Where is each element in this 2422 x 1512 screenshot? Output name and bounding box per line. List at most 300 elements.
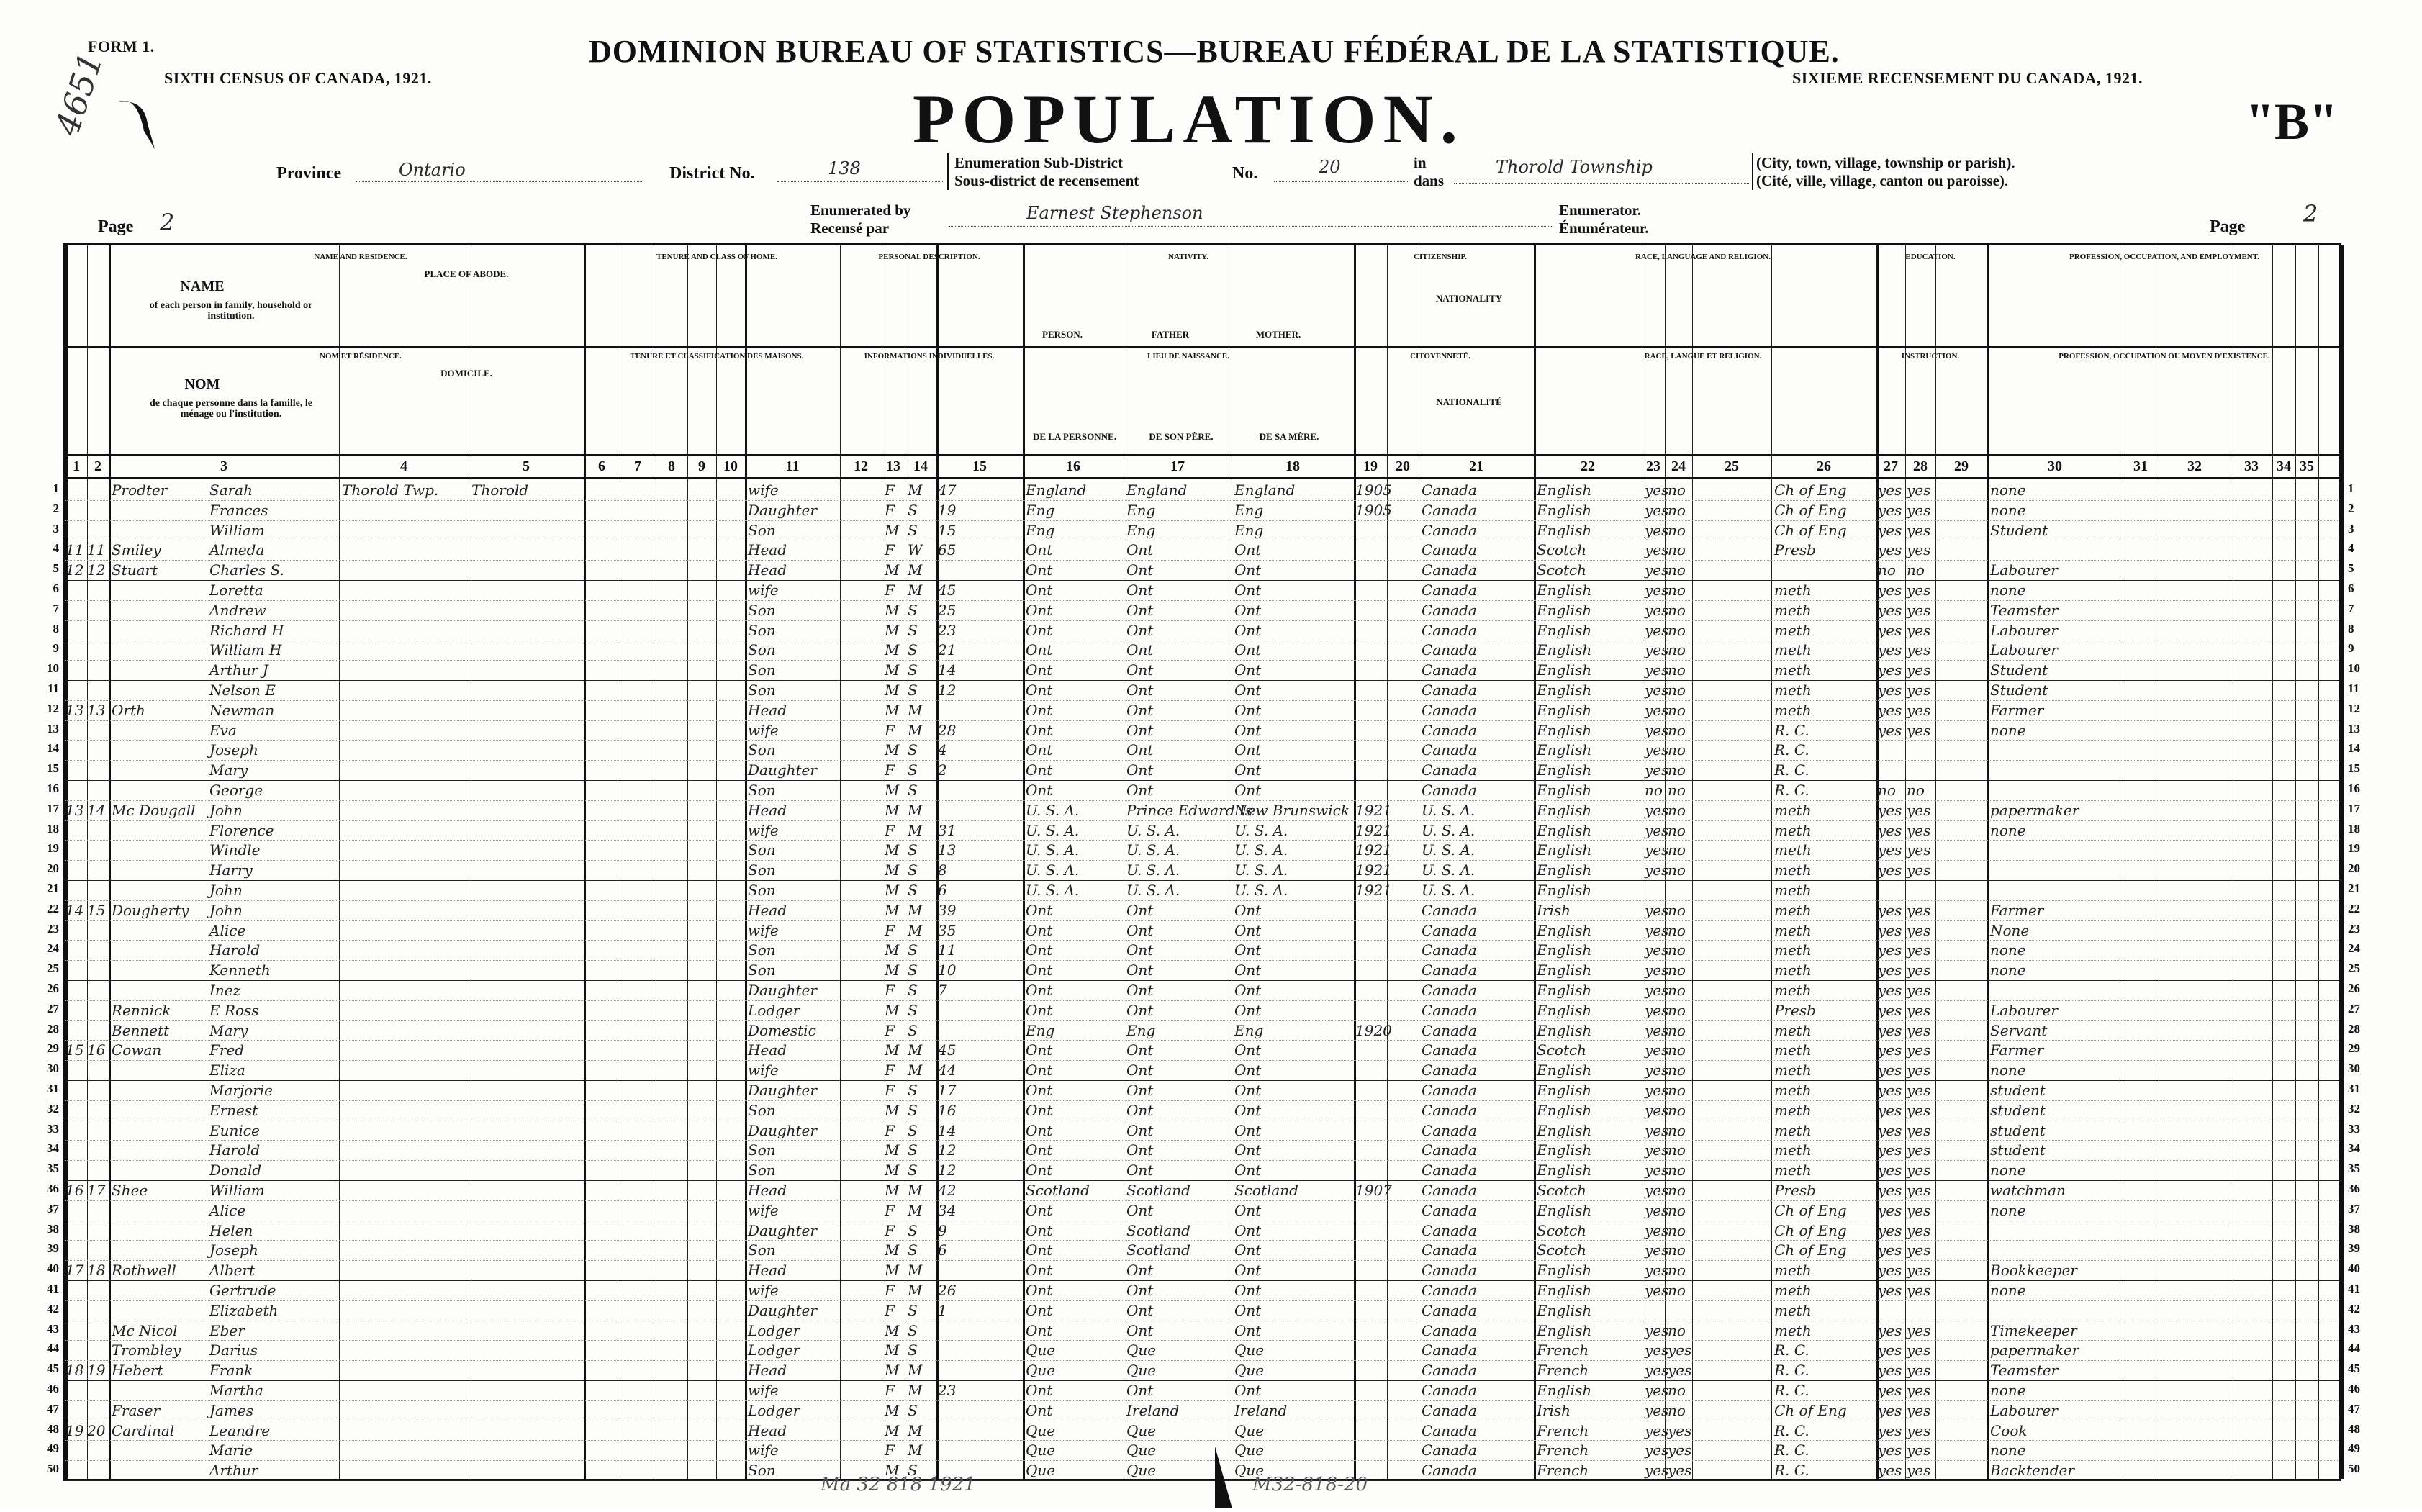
cell-c23: yes: [1668, 1341, 1692, 1359]
row-number: 37: [47, 1201, 59, 1216]
cell-c26: yes: [1878, 1241, 1902, 1259]
cell-c21: English: [1537, 801, 1592, 819]
cell-c20: Canada: [1422, 1362, 1477, 1380]
cell-c29: none: [1990, 1061, 2026, 1079]
cell-c15: Ont: [1026, 1262, 1053, 1280]
cell-sex: F: [885, 1061, 895, 1079]
cell-c20: Canada: [1422, 941, 1477, 959]
column-rule: [2341, 245, 2344, 1479]
cell-c26: yes: [1878, 1382, 1902, 1399]
cell-c16: Ont: [1126, 761, 1154, 779]
cell-ms: S: [908, 501, 918, 519]
cell-c15: U. S. A.: [1026, 801, 1080, 819]
cell-c18: 1921: [1355, 801, 1392, 819]
cell-sur: Trombley: [112, 1341, 181, 1359]
cell-c16: Ont: [1126, 541, 1154, 559]
group-education-fr: INSTRUCTION.: [1901, 352, 1960, 361]
cell-sex: M: [885, 801, 900, 819]
cell-c20: Canada: [1422, 1441, 1477, 1459]
row-number: 7: [2348, 601, 2354, 615]
form-number: FORM 1.: [88, 37, 155, 55]
cell-c15: Eng: [1026, 521, 1055, 539]
cell-giv: James: [209, 1401, 254, 1419]
cell-c18: 1921: [1355, 861, 1392, 879]
cell-c15: Que: [1026, 1362, 1056, 1380]
cell-c27: yes: [1907, 1101, 1931, 1119]
cell-c16: Scotland: [1126, 1221, 1190, 1239]
cell-c16: England: [1126, 481, 1188, 499]
cell-giv: Joseph: [209, 741, 258, 759]
cell-c16: Ont: [1126, 661, 1154, 679]
cell-c22: yes: [1645, 641, 1669, 659]
cell-c17: Ont: [1234, 982, 1262, 999]
cell-c25: Presb: [1774, 1001, 1816, 1019]
cell-c15: Ont: [1026, 1241, 1053, 1259]
cell-c15: U. S. A.: [1026, 821, 1080, 839]
cell-c23: no: [1668, 621, 1686, 639]
row-number: 19: [47, 841, 59, 856]
row-rule: [65, 1460, 2339, 1461]
cell-c21: English: [1537, 1282, 1592, 1299]
column-number: 21: [1469, 458, 1483, 474]
cell-c18: 1921: [1355, 882, 1392, 899]
enumerator-en: Enumerator.: [1559, 202, 1642, 219]
cell-c25: Ch of Eng: [1774, 481, 1847, 499]
cell-c26: yes: [1878, 1282, 1902, 1299]
cell-c25: meth: [1774, 1301, 1812, 1319]
cell-c29: watchman: [1990, 1182, 2066, 1199]
cell-c26: yes: [1878, 481, 1902, 499]
cell-c25: R. C.: [1774, 761, 1809, 779]
cell-c17: Que: [1234, 1441, 1265, 1459]
cell-giv: Almeda: [209, 541, 265, 559]
cell-c25: Ch of Eng: [1774, 1221, 1847, 1239]
cell-c15: Ont: [1026, 1201, 1053, 1219]
cell-c25: meth: [1774, 1082, 1812, 1099]
cell-c26: yes: [1878, 521, 1902, 539]
bracket: [947, 153, 952, 190]
cell-c4: Thorold Twp.: [342, 481, 439, 499]
cell-c21: English: [1537, 1001, 1592, 1019]
cell-c16: U. S. A.: [1126, 882, 1180, 899]
subdistrict-label-fr: Sous-district de recensement: [954, 172, 1139, 189]
cell-c16: Ont: [1126, 1001, 1154, 1019]
subdistrict-label-en: Enumeration Sub-District: [954, 154, 1123, 171]
cell-giv: George: [209, 782, 263, 799]
cell-c16: Eng: [1126, 1021, 1156, 1039]
cell-c26: yes: [1878, 1262, 1902, 1280]
cell-c20: Canada: [1422, 621, 1477, 639]
cell-c23: no: [1668, 1101, 1686, 1119]
column-rule: [1534, 245, 1536, 1479]
cell-c25: meth: [1774, 982, 1812, 999]
cell-c23: no: [1668, 941, 1686, 959]
cell-c17: Ont: [1234, 1141, 1262, 1159]
row-rule: [65, 520, 2339, 521]
cell-giv: Leandre: [209, 1421, 271, 1439]
cell-c20: Canada: [1422, 721, 1477, 739]
cell-c25: meth: [1774, 1321, 1812, 1339]
cell-sex: M: [885, 841, 900, 859]
row-rule: [65, 500, 2339, 501]
column-number: 19: [1363, 458, 1378, 474]
cell-giv: Eber: [209, 1321, 245, 1339]
cell-c20: Canada: [1422, 961, 1477, 979]
cell-sex: M: [885, 1341, 900, 1359]
cell-dw: 14: [65, 901, 84, 919]
cell-c26: yes: [1878, 621, 1902, 639]
row-number: 12: [2348, 701, 2360, 715]
row-rule: [65, 920, 2339, 921]
cell-sex: F: [885, 1121, 895, 1139]
cell-c27: yes: [1907, 721, 1931, 739]
cell-giv: Windle: [209, 841, 261, 859]
cell-age: 7: [938, 982, 947, 999]
cell-c25: meth: [1774, 1121, 1812, 1139]
row-rule: [65, 700, 2339, 701]
cell-c26: yes: [1878, 1001, 1902, 1019]
cell-age: 14: [938, 1121, 957, 1139]
column-number: 27: [1884, 458, 1898, 474]
cell-c16: Ont: [1126, 561, 1154, 579]
cell-c20: U. S. A.: [1422, 841, 1476, 859]
cell-ms: S: [908, 521, 918, 539]
cell-c23: no: [1668, 1321, 1686, 1339]
cell-c15: England: [1026, 481, 1087, 499]
cell-rel: Head: [748, 1182, 787, 1199]
cell-c17: Ont: [1234, 661, 1262, 679]
cell-sex: F: [885, 1382, 895, 1399]
cell-ms: M: [908, 581, 923, 599]
cell-c22: yes: [1645, 682, 1669, 699]
cell-ms: S: [908, 1101, 918, 1119]
cell-c23: no: [1668, 1121, 1686, 1139]
cell-c23: no: [1668, 861, 1686, 879]
cell-c25: Presb: [1774, 1182, 1816, 1199]
cell-c29: Backtender: [1990, 1462, 2074, 1480]
cell-ms: M: [908, 1061, 923, 1079]
cell-c25: meth: [1774, 661, 1812, 679]
cell-c17: U. S. A.: [1234, 882, 1288, 899]
cell-age: 23: [938, 621, 957, 639]
cell-c23: no: [1668, 701, 1686, 719]
cell-c25: Presb: [1774, 541, 1816, 559]
column-number: 28: [1913, 458, 1928, 474]
cell-sex: F: [885, 921, 895, 939]
cell-fam: 18: [87, 1262, 106, 1280]
row-number: 28: [2348, 1021, 2360, 1036]
cell-sur: Cardinal: [112, 1421, 175, 1439]
cell-age: 12: [938, 1162, 957, 1180]
cell-c26: yes: [1878, 841, 1902, 859]
cell-sex: F: [885, 1441, 895, 1459]
cell-giv: Harold: [209, 1141, 261, 1159]
cell-ms: W: [908, 541, 923, 559]
cell-c17: Ont: [1234, 561, 1262, 579]
cell-c23: yes: [1668, 1441, 1692, 1459]
cell-giv: Arthur: [209, 1462, 258, 1480]
cell-c22: yes: [1645, 1201, 1669, 1219]
cell-c16: Eng: [1126, 521, 1156, 539]
cell-c20: Canada: [1422, 581, 1477, 599]
cell-c22: yes: [1645, 921, 1669, 939]
cell-c29: none: [1990, 581, 2026, 599]
row-rule: [65, 940, 2339, 941]
nationality-header: NATIONALITY: [1435, 293, 1503, 304]
nom-header-desc: de chaque personne dans la famille, le ménage ou l'institution.: [150, 398, 312, 420]
row-rule: [65, 477, 2339, 479]
row-number: 5: [2348, 561, 2354, 576]
cell-giv: Richard H: [209, 621, 284, 639]
cell-ms: M: [908, 821, 923, 839]
column-number: 13: [886, 458, 900, 474]
cell-c21: Scotch: [1537, 541, 1587, 559]
cell-c22: yes: [1645, 481, 1669, 499]
cell-c26: yes: [1878, 1121, 1902, 1139]
district-label: District No.: [669, 164, 755, 183]
cell-c26: yes: [1878, 801, 1902, 819]
cell-rel: Head: [748, 801, 787, 819]
row-number: 1: [2348, 481, 2354, 495]
column-number: 26: [1817, 458, 1831, 474]
column-rule: [65, 245, 68, 1479]
cell-giv: Inez: [209, 982, 241, 999]
group-profession: PROFESSION, OCCUPATION, AND EMPLOYMENT.: [2069, 253, 2259, 261]
cell-rel: Son: [748, 882, 776, 899]
cell-c15: Ont: [1026, 1282, 1053, 1299]
cell-c16: Ont: [1126, 782, 1154, 799]
nom-header: NOM: [184, 376, 220, 392]
cell-c25: meth: [1774, 1141, 1812, 1159]
cell-c15: Ont: [1026, 901, 1053, 919]
cell-sex: M: [885, 661, 900, 679]
cell-c20: U. S. A.: [1422, 821, 1476, 839]
cell-age: 31: [938, 821, 957, 839]
cell-c27: yes: [1907, 641, 1931, 659]
cell-c25: meth: [1774, 961, 1812, 979]
row-number: 34: [2348, 1141, 2360, 1156]
domicile-header: DOMICILE.: [440, 368, 492, 379]
cell-ms: S: [908, 982, 918, 999]
row-rule: [65, 454, 2339, 456]
cell-sex: M: [885, 641, 900, 659]
cell-c25: meth: [1774, 701, 1812, 719]
column-rule: [87, 245, 88, 1479]
cell-c15: Ont: [1026, 1041, 1053, 1059]
cell-dw: 15: [65, 1041, 84, 1059]
cell-c23: no: [1668, 1182, 1686, 1199]
cell-c21: English: [1537, 1382, 1592, 1399]
cell-ms: M: [908, 1421, 923, 1439]
cell-c21: English: [1537, 501, 1592, 519]
cell-c22: yes: [1645, 601, 1669, 619]
group-tenure-fr: TENURE ET CLASSIFICATION DES MAISONS.: [630, 352, 804, 361]
cell-c26: yes: [1878, 1462, 1902, 1480]
cell-sex: M: [885, 1241, 900, 1259]
cell-giv: Marjorie: [209, 1082, 273, 1099]
cell-c21: English: [1537, 1061, 1592, 1079]
cell-c17: Ont: [1234, 1201, 1262, 1219]
cell-c23: no: [1668, 961, 1686, 979]
cell-sex: F: [885, 821, 895, 839]
row-number: 4: [2348, 541, 2354, 556]
cell-rel: Daughter: [748, 761, 817, 779]
cell-c29: Labourer: [1990, 561, 2058, 579]
row-rule: [65, 960, 2339, 961]
cell-c17: Ont: [1234, 941, 1262, 959]
cell-c26: yes: [1878, 1421, 1902, 1439]
cell-giv: William: [209, 521, 265, 539]
cell-c23: no: [1668, 641, 1686, 659]
cell-sex: M: [885, 1401, 900, 1419]
cell-c16: Ont: [1126, 1082, 1154, 1099]
de-la-personne-header: DE LA PERSONNE.: [1033, 431, 1116, 442]
cell-c15: Ont: [1026, 641, 1053, 659]
cell-c27: yes: [1907, 982, 1931, 999]
cell-c29: Student: [1990, 661, 2048, 679]
row-number: 11: [2348, 682, 2360, 695]
row-number: 17: [2348, 801, 2360, 815]
cell-c29: papermaker: [1990, 1341, 2079, 1359]
cell-c15: Ont: [1026, 561, 1053, 579]
subdistrict-no-value: 20: [1319, 157, 1341, 177]
group-citizenship-fr: CITOYENNETÉ.: [1410, 352, 1470, 361]
column-number: 6: [598, 458, 605, 474]
cell-c20: Canada: [1422, 782, 1477, 799]
cell-giv: Florence: [209, 821, 274, 839]
cell-c21: English: [1537, 1201, 1592, 1219]
row-number: 3: [2348, 521, 2354, 535]
cell-c29: none: [1990, 961, 2026, 979]
row-rule: [65, 1440, 2339, 1441]
cell-c23: no: [1668, 541, 1686, 559]
cell-giv: Darius: [209, 1341, 258, 1359]
name-header-desc: of each person in family, household or institution.: [149, 300, 313, 322]
cell-c15: Ont: [1026, 741, 1053, 759]
cell-c15: Eng: [1026, 501, 1055, 519]
cell-c16: Ont: [1126, 921, 1154, 939]
cell-c16: Ireland: [1126, 1401, 1180, 1419]
row-number: 49: [2348, 1441, 2360, 1456]
row-number: 43: [47, 1321, 59, 1336]
cell-age: 14: [938, 661, 957, 679]
cell-c23: no: [1668, 561, 1686, 579]
page-label-right: Page: [2210, 217, 2246, 236]
cell-c16: Ont: [1126, 961, 1154, 979]
row-number: 32: [2348, 1101, 2360, 1115]
cell-c17: England: [1234, 481, 1296, 499]
census-title-en: SIXTH CENSUS OF CANADA, 1921.: [164, 69, 432, 87]
cell-c20: Canada: [1422, 481, 1477, 499]
cell-c16: Ont: [1126, 1121, 1154, 1139]
cell-c27: yes: [1907, 501, 1931, 519]
cell-sex: F: [885, 1201, 895, 1219]
cell-rel: Son: [748, 601, 776, 619]
row-number: 26: [47, 982, 59, 995]
cell-giv: Donald: [209, 1162, 262, 1180]
row-rule: [65, 346, 2339, 348]
cell-c27: yes: [1907, 961, 1931, 979]
district-line: [777, 161, 944, 182]
group-personal-fr: INFORMATIONS INDIVIDUELLES.: [864, 352, 995, 361]
cell-c26: yes: [1878, 1341, 1902, 1359]
cell-c23: no: [1668, 782, 1686, 799]
row-rule: [65, 1160, 2339, 1161]
cell-rel: Son: [748, 661, 776, 679]
cell-c27: yes: [1907, 861, 1931, 879]
cell-c20: Canada: [1422, 1121, 1477, 1139]
cell-sex: F: [885, 1021, 895, 1039]
footer-right-annotation: M32-818-20: [1252, 1474, 1368, 1495]
cell-c16: Ont: [1126, 641, 1154, 659]
cell-c15: U. S. A.: [1026, 882, 1080, 899]
cell-rel: Son: [748, 621, 776, 639]
row-rule: [65, 880, 2339, 881]
cell-c27: yes: [1907, 601, 1931, 619]
row-rule: [65, 1080, 2339, 1081]
in-dans-label: [1414, 154, 1444, 190]
row-number: 23: [47, 921, 59, 936]
cell-c23: no: [1668, 1221, 1686, 1239]
cell-age: 2: [938, 761, 947, 779]
cell-c26: yes: [1878, 601, 1902, 619]
cell-ms: S: [908, 1341, 918, 1359]
place-hint-fr: (Cité, ville, village, canton ou paroisse).: [1756, 172, 2009, 189]
cell-c16: U. S. A.: [1126, 841, 1180, 859]
cell-c16: U. S. A.: [1126, 821, 1180, 839]
cell-c23: no: [1668, 481, 1686, 499]
cell-rel: wife: [748, 1061, 779, 1079]
row-number: 3: [53, 521, 59, 535]
cell-rel: Son: [748, 861, 776, 879]
row-rule: [65, 800, 2339, 801]
cell-ms: S: [908, 661, 918, 679]
cell-ms: M: [908, 1441, 923, 1459]
column-rule: [584, 245, 586, 1479]
cell-ms: S: [908, 1221, 918, 1239]
cell-sex: M: [885, 741, 900, 759]
column-number: 24: [1671, 458, 1686, 474]
cell-c17: U. S. A.: [1234, 821, 1288, 839]
cell-ms: S: [908, 741, 918, 759]
cell-c15: Ont: [1026, 1082, 1053, 1099]
cell-c15: Ont: [1026, 1162, 1053, 1180]
column-rule: [1935, 245, 1936, 1479]
cell-c26: yes: [1878, 581, 1902, 599]
cell-c27: yes: [1907, 1362, 1931, 1380]
cell-c27: yes: [1907, 1082, 1931, 1099]
row-number: 26: [2348, 982, 2360, 995]
cell-ms: S: [908, 1462, 918, 1480]
cell-ms: S: [908, 1141, 918, 1159]
cell-c20: Canada: [1422, 541, 1477, 559]
column-number: 32: [2187, 458, 2202, 474]
cell-c21: English: [1537, 882, 1592, 899]
cell-c17: Ont: [1234, 1121, 1262, 1139]
cell-c21: English: [1537, 721, 1592, 739]
cell-giv: Newman: [209, 701, 275, 719]
cell-sex: M: [885, 861, 900, 879]
cell-ms: S: [908, 1082, 918, 1099]
cell-c20: U. S. A.: [1422, 882, 1476, 899]
cell-c20: Canada: [1422, 1021, 1477, 1039]
row-number: 22: [47, 901, 59, 915]
cell-c16: Que: [1126, 1462, 1157, 1480]
cell-age: 17: [938, 1082, 957, 1099]
cell-sur: Dougherty: [112, 901, 189, 919]
cell-c22: yes: [1645, 1141, 1669, 1159]
cell-c29: Servant: [1990, 1021, 2048, 1039]
